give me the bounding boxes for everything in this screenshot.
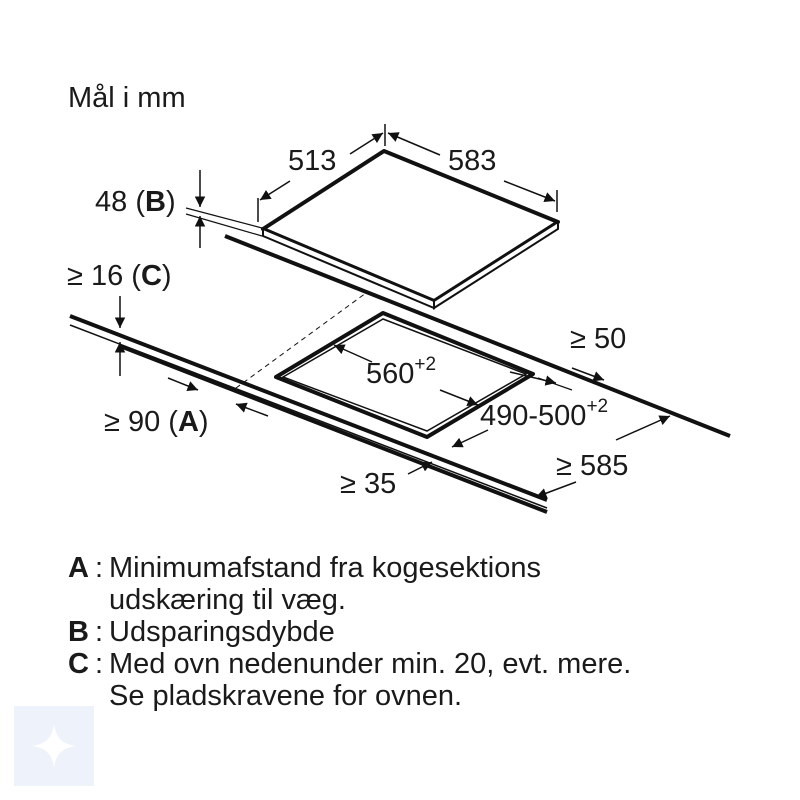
clearance-key: C bbox=[140, 260, 162, 292]
height-close: ) bbox=[165, 186, 176, 218]
height-value: 48 ( bbox=[95, 186, 145, 218]
dim-90-arrow-b bbox=[236, 404, 268, 416]
wall-gap-label bbox=[104, 408, 209, 437]
legend-text-continued: udskæring til væg. bbox=[109, 584, 346, 616]
legend-key: A bbox=[68, 552, 89, 584]
unit-label: Mål i mm bbox=[68, 82, 186, 114]
dim-583-line-b bbox=[504, 181, 555, 201]
dim-90-arrow-a bbox=[168, 378, 198, 390]
cutout-width-tolerance: +2 bbox=[414, 354, 437, 375]
legend-item-c: C : Med ovn nedenunder min. 20, evt. mere. bbox=[68, 648, 632, 680]
dim-585-arrow-b bbox=[536, 482, 576, 497]
clearance-close: ) bbox=[161, 260, 172, 292]
legend-text: Udsparingsdybde bbox=[109, 616, 335, 648]
front-gap-label: ≥ 35 bbox=[340, 468, 397, 500]
legend-item-b: B : Udsparingsdybde bbox=[68, 616, 335, 648]
sparkle-icon bbox=[14, 706, 94, 786]
sparkle-badge bbox=[14, 706, 94, 786]
worktop-depth-label: ≥ 585 bbox=[556, 450, 629, 482]
clearance-label bbox=[67, 262, 172, 291]
legend-item-a: A : Minimumafstand fra kogesektions bbox=[68, 552, 541, 584]
width-label: 583 bbox=[448, 145, 497, 177]
wall-gap-close: ) bbox=[198, 406, 209, 438]
dim-490-arrow-b bbox=[452, 430, 488, 447]
rear-gap-label: ≥ 50 bbox=[570, 323, 627, 355]
wall-gap-value: ≥ 90 ( bbox=[104, 406, 178, 438]
legend bbox=[68, 552, 631, 712]
clearance-value: ≥ 16 ( bbox=[67, 260, 141, 292]
cutout-width-value: 560 bbox=[366, 358, 415, 390]
legend-text: Minimumafstand fra kogesektions bbox=[109, 552, 541, 584]
wall-gap-key: A bbox=[177, 406, 199, 438]
legend-text: Med ovn nedenunder min. 20, evt. mere. bbox=[109, 648, 632, 680]
cutout-width-label bbox=[366, 354, 437, 390]
dim-583-line-a bbox=[388, 133, 440, 155]
depth-label: 513 bbox=[288, 145, 337, 177]
legend-key: B bbox=[68, 616, 89, 648]
cutout-depth-label bbox=[480, 396, 609, 432]
dim-585-arrow-a bbox=[616, 416, 670, 440]
dim-513-line-b bbox=[350, 133, 383, 154]
dim-513-line-a bbox=[260, 181, 290, 200]
height-label bbox=[95, 188, 176, 217]
cutout-depth-tolerance: +2 bbox=[586, 396, 609, 417]
height-key: B bbox=[144, 186, 166, 218]
legend-text-continued: Se pladskravene for ovnen. bbox=[109, 680, 463, 712]
cutout-depth-value: 490-500 bbox=[480, 400, 587, 432]
legend-key: C bbox=[68, 648, 89, 680]
